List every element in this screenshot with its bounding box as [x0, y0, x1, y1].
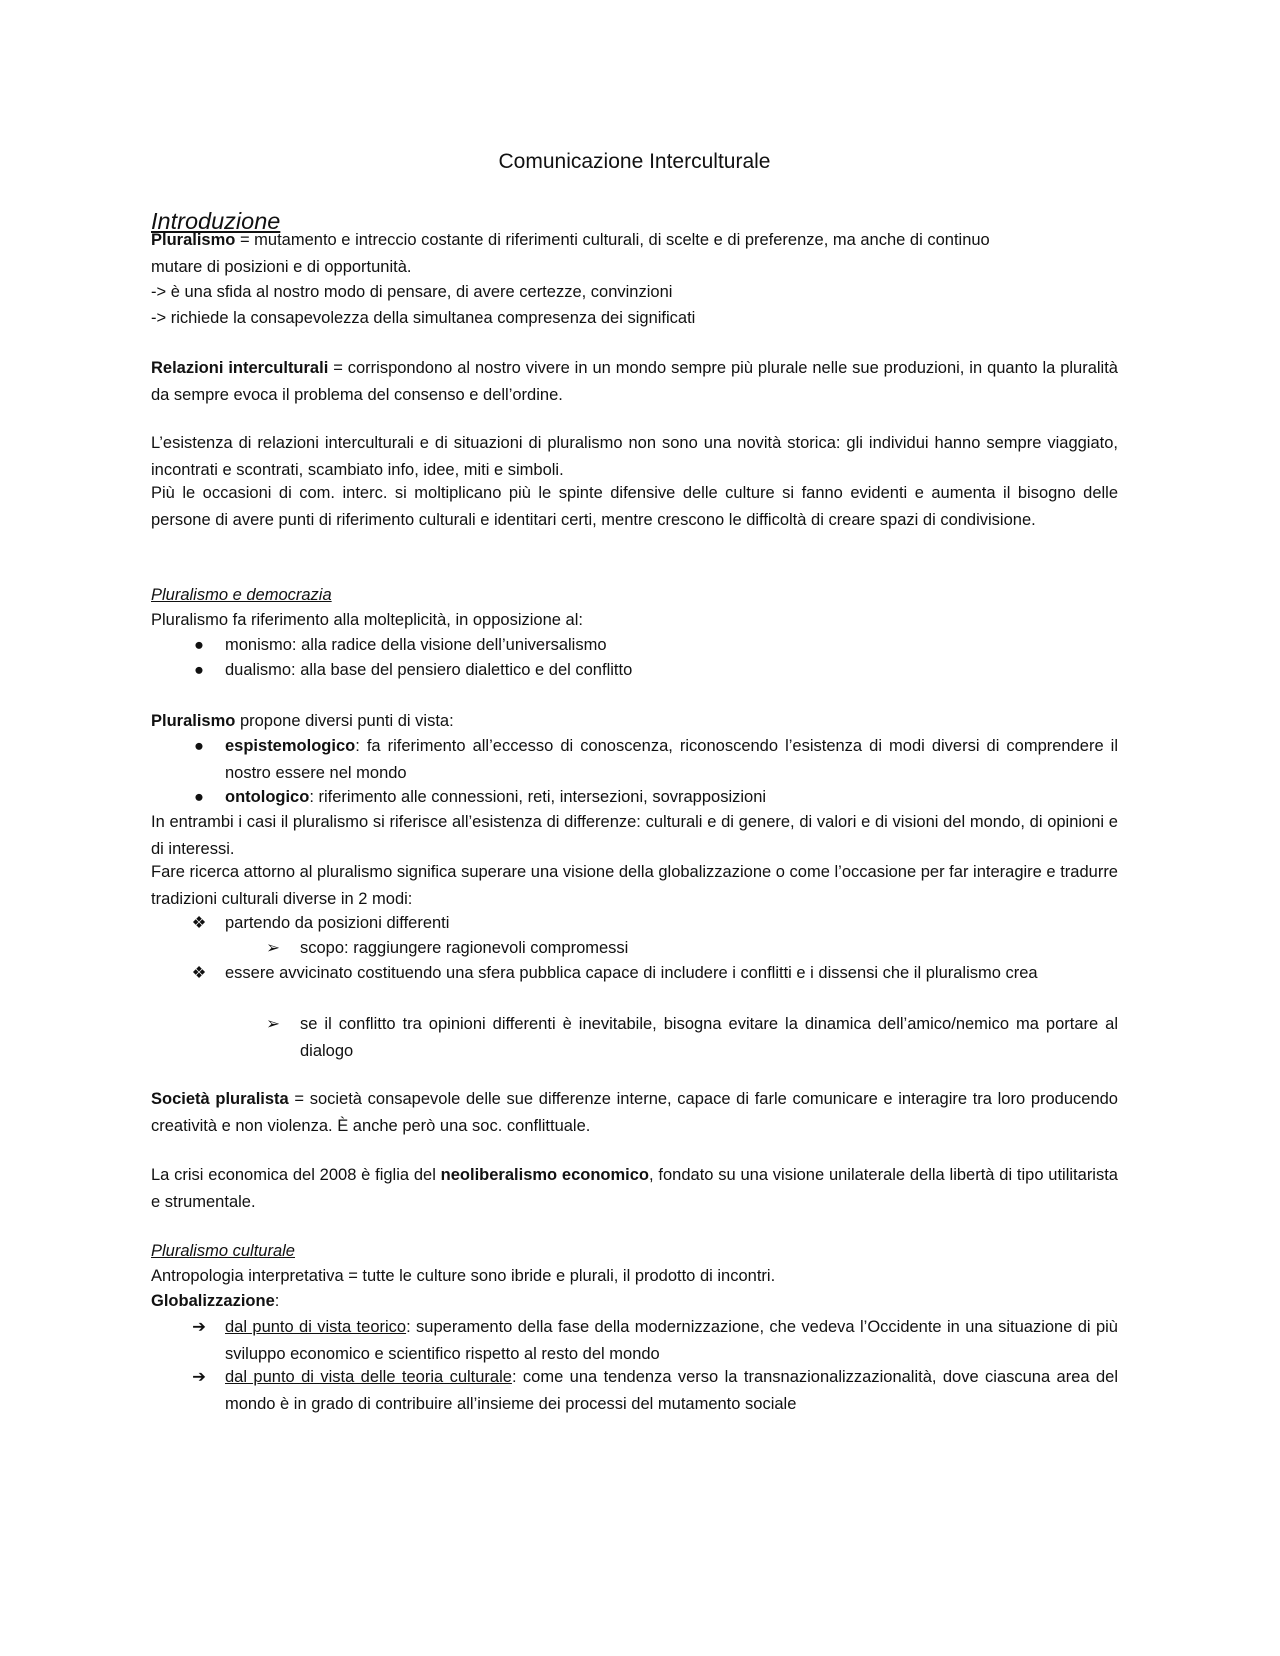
arrowhead-bullet-icon: ➢ — [266, 939, 280, 957]
bullet-icon: ● — [194, 636, 204, 654]
paragraph-occasioni: Più le occasioni di com. interc. si moltiplicano più le spinte difensive delle culture si fanno evidenti e aumenta il bisogno delle persone di avere punti di riferimento culturali e identitari certi, mentre crescono le difficoltà di creare spazi di condivisione. — [151, 484, 1118, 529]
subheading-pluralismo-e-democrazia: Pluralismo e democrazia — [151, 586, 332, 604]
paragraph-antropologia: Antropologia interpretativa = tutte le culture sono ibride e plurali, il prodotto di incontri. — [151, 1267, 776, 1285]
paragraph-fare-ricerca: Fare ricerca attorno al pluralismo significa superare una visione della globalizzazione o come l’occasione per far interagire e tradurre tradizioni culturali diverse in 2 modi: — [151, 863, 1118, 908]
arrowhead-bullet-icon: ➢ — [266, 1015, 280, 1033]
bullet-icon: ● — [194, 661, 204, 679]
term-relazioni-interculturali: Relazioni interculturali — [151, 359, 329, 377]
paragraph-relazioni-interculturali: Relazioni interculturali = corrispondono al nostro vivere in un mondo sempre più plurale nelle sue produzioni, in quanto la pluralità da sempre evoca il problema del consenso e dell’ordine. — [151, 359, 1118, 404]
arrow-note-1: -> è una sfida al nostro modo di pensare, di avere certezze, convinzioni — [151, 283, 673, 301]
right-arrow-icon: ➔ — [192, 1368, 206, 1386]
term-globalizzazione: Globalizzazione — [151, 1292, 275, 1310]
bullet-icon: ● — [194, 788, 204, 806]
paragraph-entrambi: In entrambi i casi il pluralismo si riferisce all’esistenza di differenze: culturali e di genere, di valori e di visioni del mondo, di opinioni e di interessi. — [151, 813, 1118, 858]
term-pluralismo: Pluralismo — [151, 231, 236, 249]
subheading-pluralismo-culturale: Pluralismo culturale — [151, 1242, 295, 1260]
paragraph-esistenza: L’esistenza di relazioni interculturali e di situazioni di pluralismo non sono una novità storica: gli individui hanno sempre viaggiato, incontrati e scontrati, scambiato info, idee, miti e simboli. — [151, 434, 1118, 479]
paragraph-pluralismo-definition: Pluralismo = mutamento e intreccio costante di riferimenti culturali, di scelte e di preferenze, ma anche di continuo mutare di posizioni e di opportunità. — [151, 231, 990, 276]
paragraph-punti-di-vista: Pluralismo propone diversi punti di vista: — [151, 712, 454, 730]
document-page: Comunicazione Interculturale Introduzione Pluralismo = mutamento e intreccio costante di riferimenti culturali, di scelte e di preferenze, ma anche di continuo mutare di posizioni e di opportunità. -> è una sfida al nostro modo di pensare, di avere certezze, convinzioni -> richiede la consapevolezza della simultanea compresenza dei significati Relazioni interculturali = corrispondono al nostro vivere in un mondo sempre più plurale nelle sue produzioni, in quanto la pluralità da sempre evoca il problema del consenso e dell’ordine. L’esistenza di relazioni interculturali e di situazioni di pluralismo non sono una novità storica: gli individui hanno sempre viaggiato, incontrati e scontrati, scambiato info, idee, miti e simboli. Più le occasioni di com. interc. si moltiplicano più le spinte difensive delle culture si fanno evidenti e aumenta il bisogno delle persone di avere punti di riferimento culturali e identitari certi, mentre crescono le difficoltà di creare spazi di condivisione. Pluralismo e democrazia Pluralismo fa riferimento alla molteplicità, in opposizione al: ● monismo: alla radice della visione dell’universalismo ● dualismo: alla base del pensiero dialettico e del conflitto Pluralismo propone diversi punti di vista: ● espistemologico: fa riferimento all’eccesso di conoscenza, riconoscendo l’esistenza di modi diversi di comprendere il nostro essere nel mondo ● ontologico: riferimento alle connessioni, reti, intersezioni, sovrapposizioni In entrambi i casi il pluralismo si riferisce all’esistenza di differenze: culturali e di genere, di valori e di visioni del mondo, di opinioni e di interessi. Fare ricerca attorno al pluralismo significa superare una visione della globalizzazione o come l’occasione per far interagire e tradurre tradizioni culturali diverse in 2 modi: ❖ partendo da posizioni differenti ➢ scopo: raggiungere ragionevoli compromessi ❖ essere avvicinato costituendo una sfera pubblica capace di includere i conflitti e i dissensi che il pluralismo crea ➢ se il conflitto tra opinioni differenti è inevitabile, bisogna evitare la dinamica dell’amico/nemico ma portare al dialogo Società pluralista = società consapevole delle sue differenze interne, capace di farle comunicare e interagire tra loro producendo creatività e non violenza. È anche però una soc. conflittuale. La crisi economica del 2008 è figlia del neoliberalismo economico, fondato su una visione unilaterale della libertà di tipo utilitarista e strumentale. Pluralismo culturale Antropologia interpretativa = tutte le culture sono ibride e plurali, il prodotto di incontri. Globalizzazione: ➔ dal punto di vista teorico: superamento della fase della modernizzazione, che vedeva l’Occidente in una situazione di più sviluppo economico e scientifico rispetto al resto del mondo ➔ dal punto di vista delle teoria culturale: come una tendenza verso la transnazionalizzazionalità, dove ciascuna area del mondo è in grado di contribuire all’insieme dei processi del mutamento sociale — [151, 150, 1118, 1413]
paragraph-globalizzazione: Globalizzazione: — [151, 1292, 280, 1310]
page-title: Comunicazione Interculturale — [498, 150, 771, 173]
paragraph-societa-pluralista: Società pluralista = società consapevole delle sue differenze interne, capace di farle comunicare e interagire tra loro producendo creatività e non violenza. È anche però una soc. conflittuale. — [151, 1090, 1118, 1135]
term-espistemologico: espistemologico — [225, 737, 356, 755]
term-pluralismo-2: Pluralismo — [151, 712, 236, 730]
term-societa-pluralista: Società pluralista — [151, 1090, 289, 1108]
bullet-icon: ● — [194, 737, 204, 755]
term-ontologico: ontologico — [225, 788, 310, 806]
section-heading-introduzione: Introduzione — [151, 208, 281, 234]
diamond-bullet-icon: ❖ — [191, 914, 207, 932]
paragraph-crisi-economica: La crisi economica del 2008 è figlia del neoliberalismo economico, fondato su una visione unilaterale della libertà di tipo utilitarista e strumentale. — [151, 1166, 1118, 1211]
paragraph-molteplicita: Pluralismo fa riferimento alla molteplicità, in opposizione al: — [151, 611, 583, 629]
diamond-bullet-icon: ❖ — [191, 964, 207, 982]
arrow-note-2: -> richiede la consapevolezza della simultanea compresenza dei significati — [151, 309, 696, 327]
right-arrow-icon: ➔ — [192, 1318, 206, 1336]
term-neoliberalismo: neoliberalismo economico — [440, 1166, 650, 1184]
